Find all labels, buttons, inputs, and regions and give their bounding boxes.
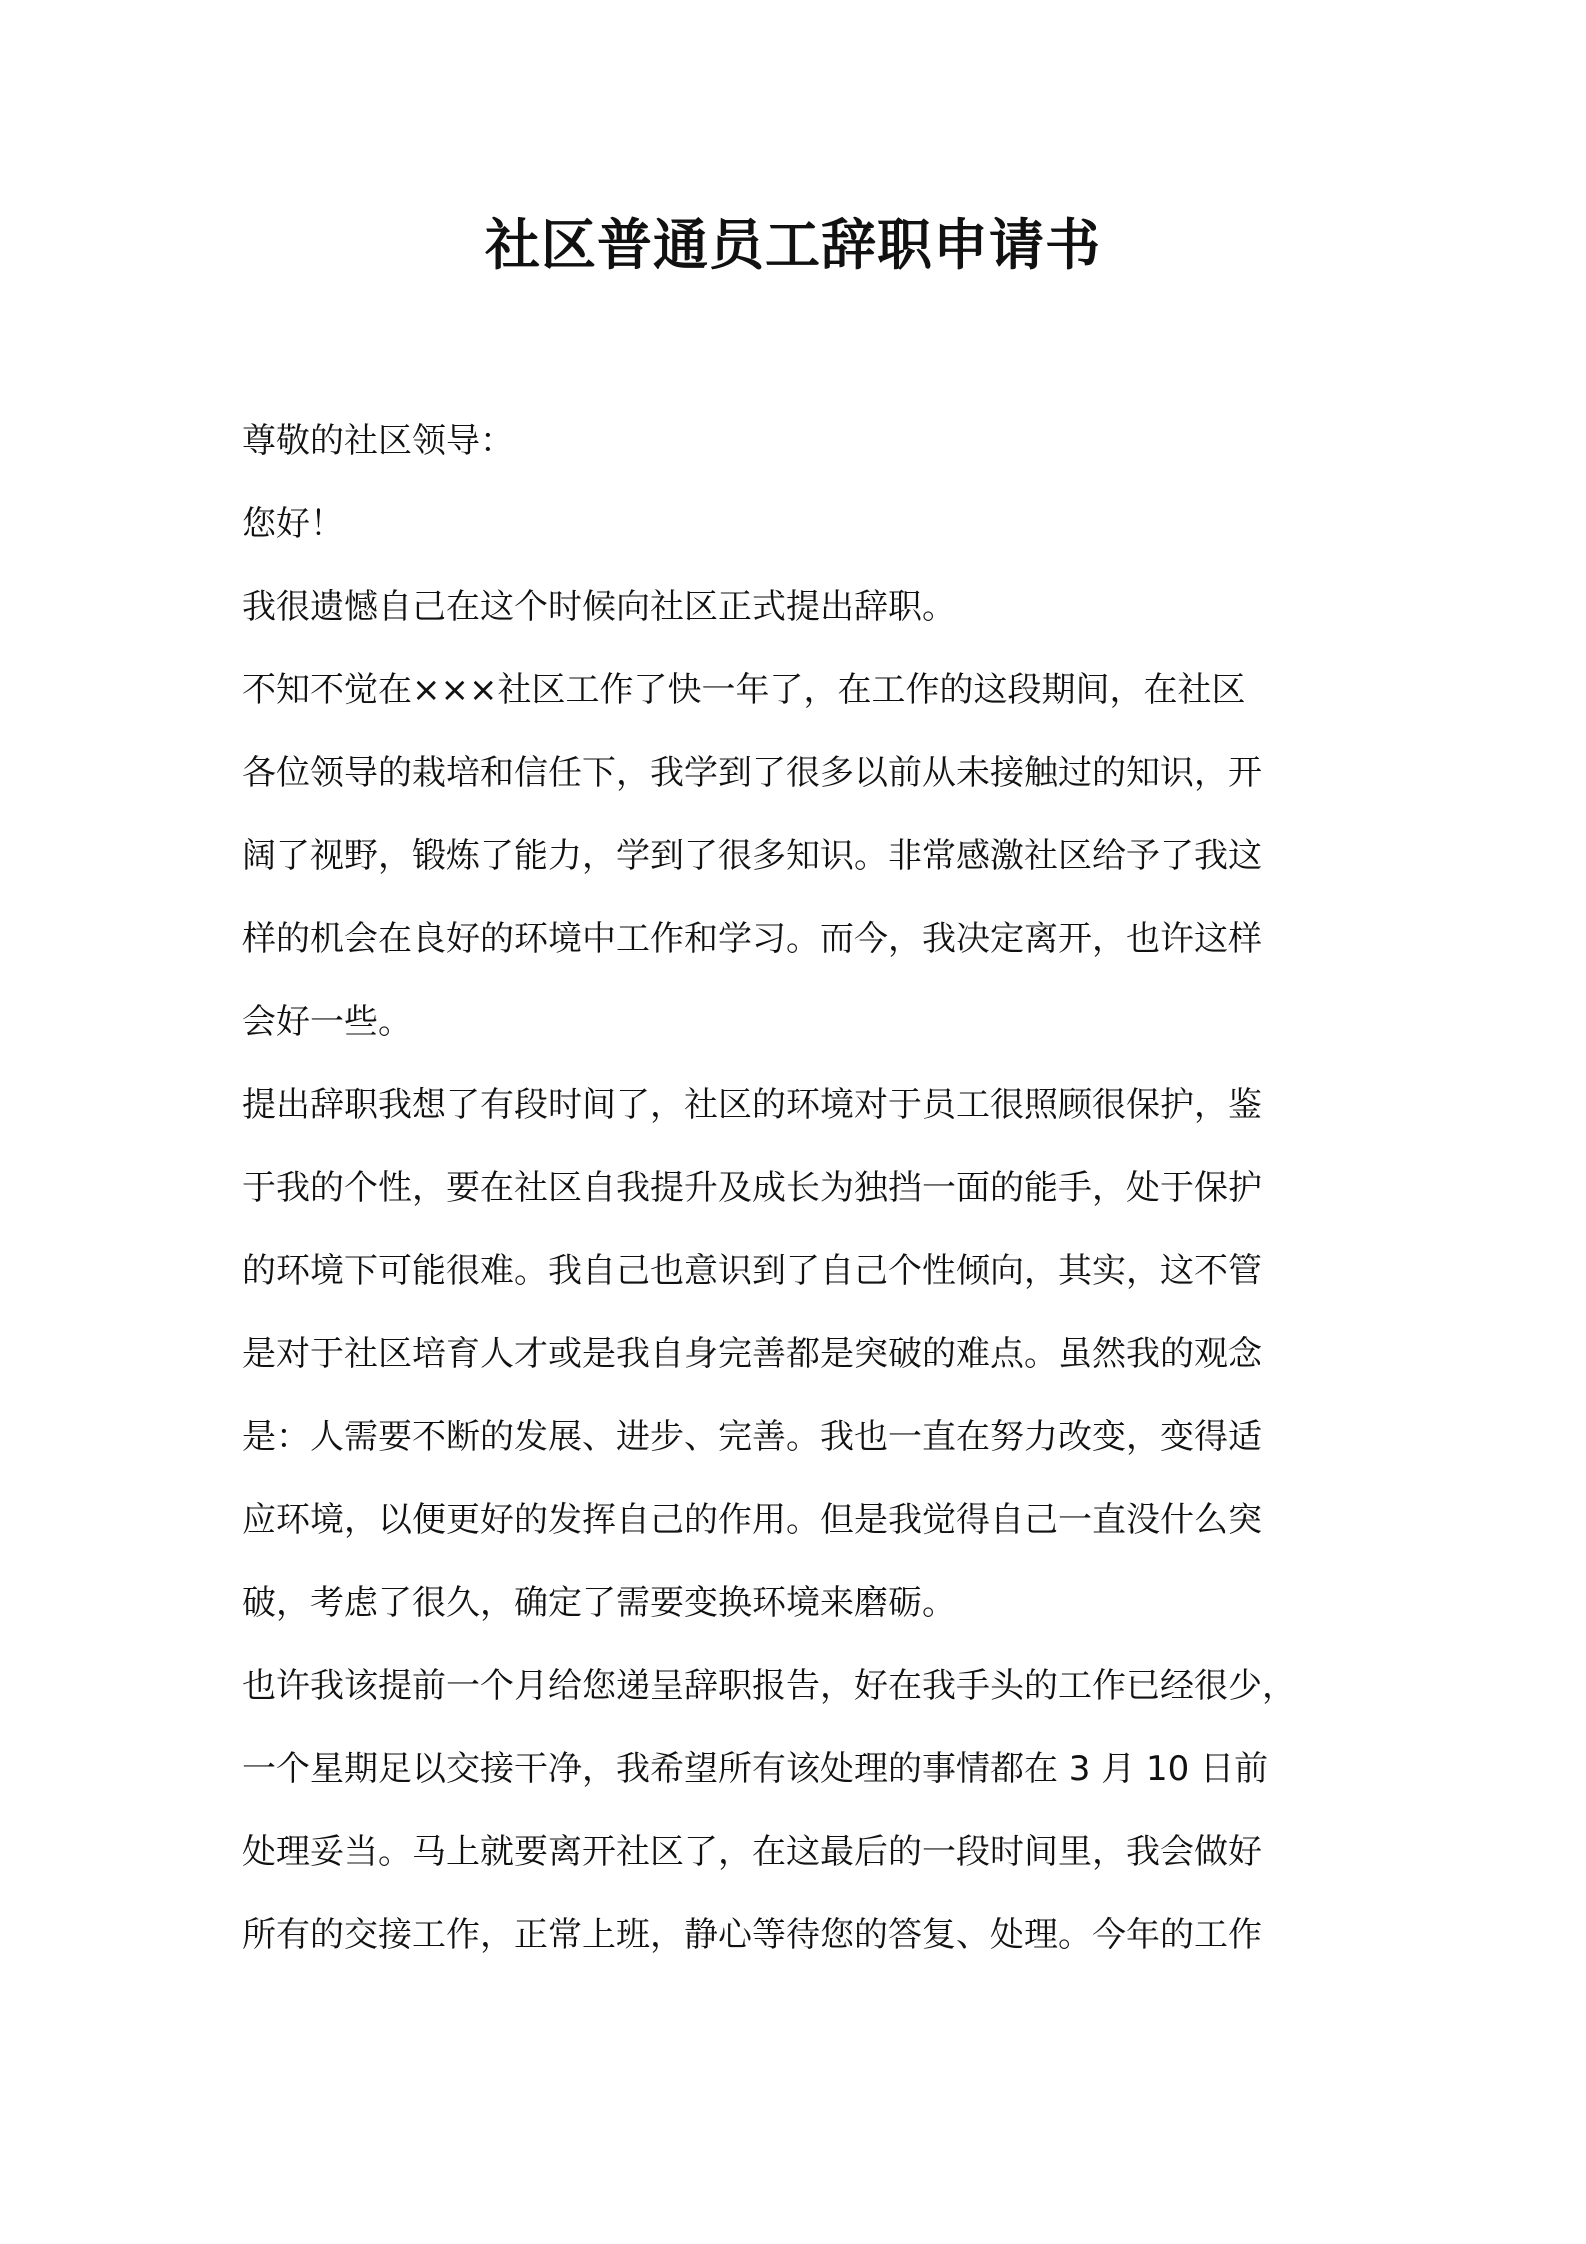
- body-line: 破，考虑了很久，确定了需要变换环境来磨砺。: [242, 1583, 956, 1623]
- body-line: 是：人需要不断的发展、进步、完善。我也一直在努力改变，变得适: [242, 1417, 1262, 1457]
- body-line: 我很遗憾自己在这个时候向社区正式提出辞职。: [242, 587, 956, 627]
- body-line: 是对于社区培育人才或是我自身完善都是突破的难点。虽然我的观念: [242, 1334, 1262, 1374]
- body-line: 不知不觉在×××社区工作了快一年了，在工作的这段期间，在社区: [242, 670, 1246, 710]
- document-title: 社区普通员工辞职申请书: [484, 213, 1101, 277]
- document-body: [242, 400, 1362, 1977]
- body-line: 会好一些。: [242, 1002, 412, 1042]
- body-line: 所有的交接工作，正常上班，静心等待您的答复、处理。今年的工作: [242, 1915, 1262, 1955]
- body-line: 于我的个性，要在社区自我提升及成长为独挡一面的能手，处于保护: [242, 1168, 1262, 1208]
- body-line: 也许我该提前一个月给您递呈辞职报告，好在我手头的工作已经很少，: [242, 1666, 1296, 1706]
- body-line: 应环境，以便更好的发挥自己的作用。但是我觉得自己一直没什么突: [242, 1500, 1262, 1540]
- body-line: 的环境下可能很难。我自己也意识到了自己个性倾向，其实，这不管: [242, 1251, 1262, 1291]
- body-line: 样的机会在良好的环境中工作和学习。而今，我决定离开，也许这样: [242, 919, 1262, 959]
- salutation: 尊敬的社区领导：: [242, 421, 514, 461]
- body-line: 处理妥当。马上就要离开社区了，在这最后的一段时间里，我会做好: [242, 1832, 1262, 1872]
- body-line: 各位领导的栽培和信任下，我学到了很多以前从未接触过的知识，开: [242, 753, 1262, 793]
- body-line: 阔了视野，锻炼了能力，学到了很多知识。非常感激社区给予了我这: [242, 836, 1262, 876]
- body-line: 一个星期足以交接干净，我希望所有该处理的事情都在 3 月 10 日前: [242, 1749, 1269, 1789]
- body-line: 提出辞职我想了有段时间了，社区的环境对于员工很照顾很保护，鉴: [242, 1085, 1262, 1125]
- greeting: 您好！: [242, 504, 344, 544]
